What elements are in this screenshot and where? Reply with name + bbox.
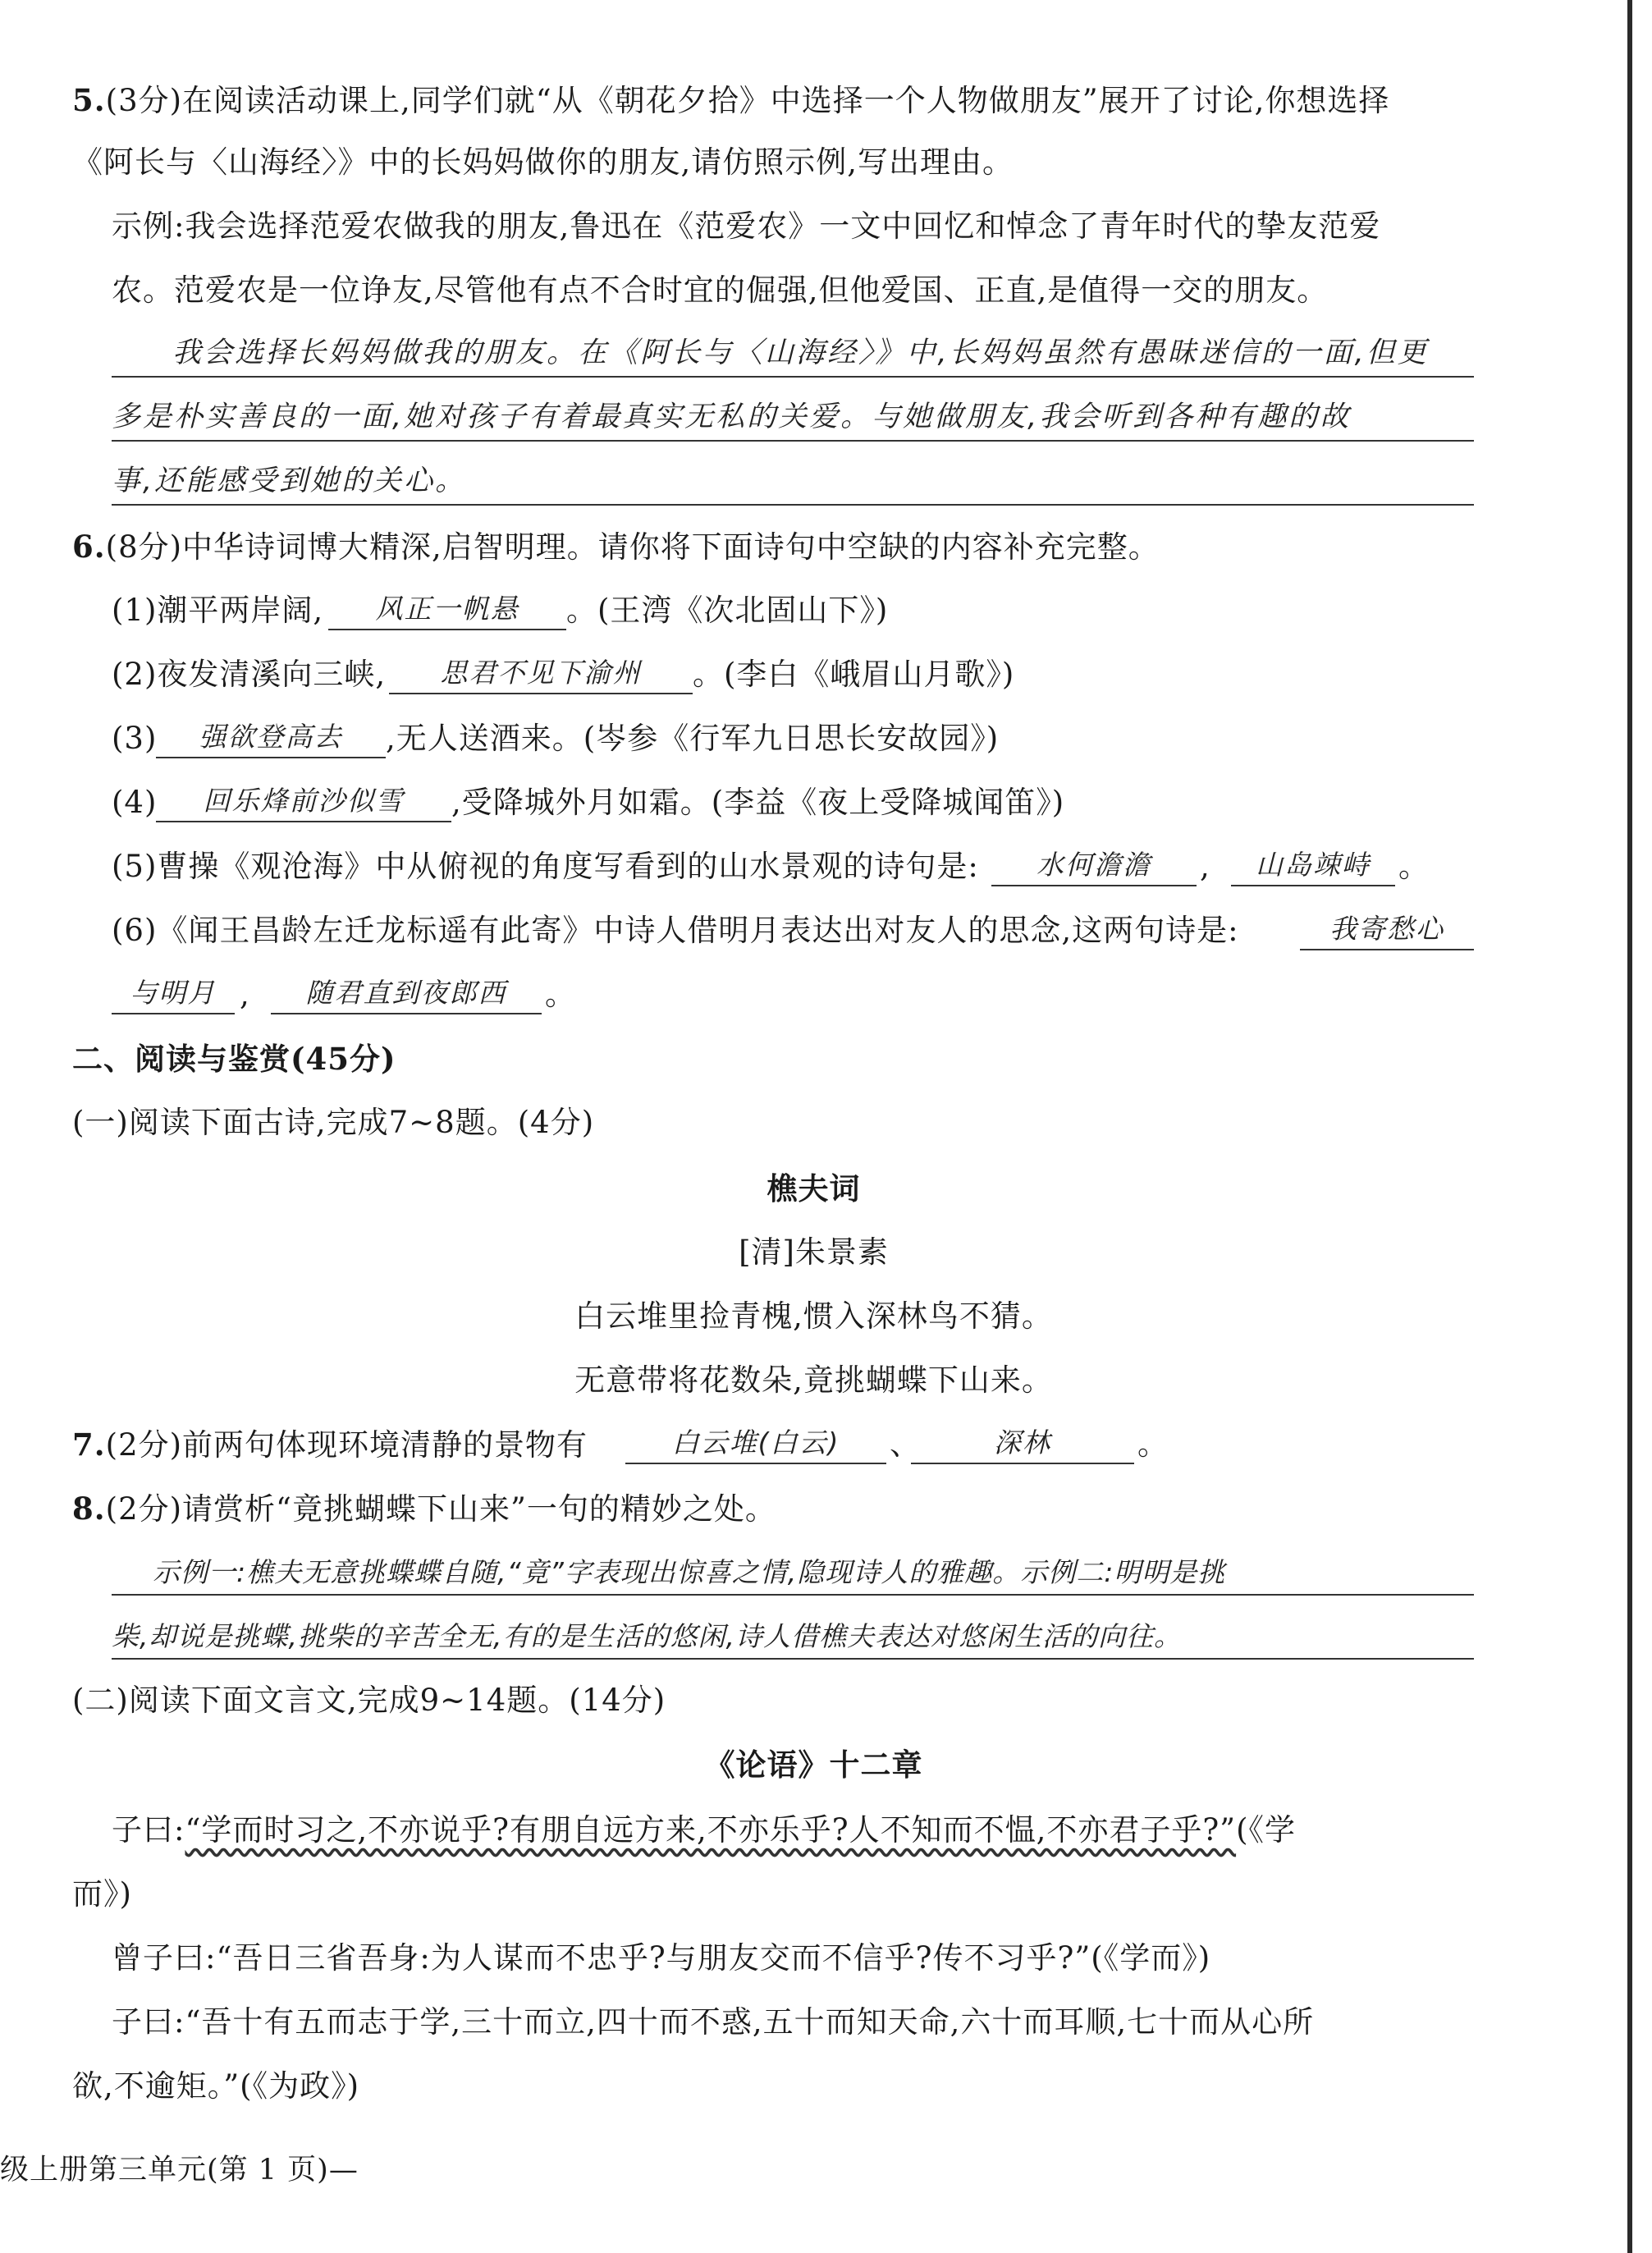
q6-item2-suffix: 。(李白《峨眉山月歌》) [693,657,1015,692]
poem-line1: 白云堆里捡青槐,惯入深林鸟不猜。 [574,1298,1053,1334]
para1-quote: “学而时习之,不亦说乎?有朋自远方来,不亦乐乎?人不知而不愠,不亦君子乎?” [185,1812,1237,1848]
q6-item2-prefix: (2)夜发清溪向三峡, [112,657,387,692]
page-footer: 级上册第三单元(第 1 页)— [0,2154,359,2187]
q8-answer-rule1 [112,1594,1474,1596]
q5-answer-rule1 [112,376,1474,378]
q5-stem-text: (3分)在阅读活动课上,同学们就“从《朝花夕拾》中选择一个人物做朋友”展开了讨论,你想选择 [105,83,1390,118]
q6-item6-suffix: 。 [545,977,576,1012]
analects-para1-line2: 而》) [72,1876,132,1912]
q6-item5-prefix: (5)曹操《观沧海》中从俯视的角度写看到的山水景观的诗句是: [112,849,979,884]
q6-item1-suffix: 。(王湾《次北固山下》) [566,593,889,628]
q6-item5-answer1: 水何澹澹 [991,847,1197,886]
q6-stem [72,527,1160,567]
q5-example-line1: 示例:我会选择范爱农做我的朋友,鲁迅在《范爱农》一文中回忆和悼念了青年时代的挚友范爱 [112,208,1381,244]
q6-item6-answer2: 随君直到夜郎西 [271,975,542,1014]
analects-para1-line1 [112,1811,1296,1850]
q6-item5-suffix: 。 [1398,849,1430,884]
q7-stem [72,1425,588,1465]
para1-source: (《学 [1236,1812,1297,1848]
q6-item5-answer2: 山岛竦峙 [1231,847,1395,886]
q6-item4-suffix: ,受降城外月如霜。(李益《夜上受降城闻笛》) [451,785,1065,820]
q7-separator: 、 [890,1426,921,1462]
q8-stem-text: (2分)请赏析“竟挑蝴蝶下山来”一句的精妙之处。 [105,1491,776,1527]
q6-item6-prefix: (6)《闻王昌龄左迁龙标遥有此寄》中诗人借明月表达出对友人的思念,这两句诗是: [112,913,1239,948]
section2-title: 二、阅读与鉴赏(45分) [72,1041,396,1077]
q6-number: 6. [72,529,106,565]
q6-item4-prefix: (4) [112,785,158,820]
para1-lead: 子曰: [112,1812,185,1848]
q5-number: 5. [72,82,106,118]
q6-item5-separator: , [1200,849,1210,884]
q6-item6-separator: , [240,977,250,1012]
q5-answer-rule2 [112,440,1474,442]
analects-para3-line2: 欲,不逾矩。”(《为政》) [72,2068,360,2104]
part2-title: 《论语》十二章 [704,1747,923,1783]
q5-answer-line1: 我会选择长妈妈做我的朋友。在《阿长与〈山海经〉》中,长妈妈虽然有愚昧迷信的一面,但更 [172,337,1429,369]
poem-line2: 无意带将花数朵,竟挑蝴蝶下山来。 [574,1362,1053,1398]
q6-item1-answer: 风正一帆悬 [328,591,566,630]
q6-item3-suffix: ,无人送酒来。(岑参《行军九日思长安故园》) [386,721,1000,756]
analects-para2: 曾子曰:“吾日三省吾身:为人谋而不忠乎?与朋友交而不信乎?传不习乎?”(《学而》) [112,1940,1211,1976]
poem-author: [清]朱景素 [739,1234,889,1270]
q8-stem [72,1489,776,1529]
part2-intro: (二)阅读下面文言文,完成9~14题。(14分) [72,1683,666,1718]
q6-item6-answer1-part1: 我寄愁心 [1300,911,1474,950]
part1-intro: (一)阅读下面古诗,完成7~8题。(4分) [72,1105,595,1140]
q5-answer-line3: 事,还能感受到她的关心。 [112,465,467,497]
q6-item4-answer: 回乐烽前沙似雪 [156,783,451,822]
q5-example-line2: 农。范爱农是一位诤友,尽管他有点不合时宜的倔强,但他爱国、正直,是值得一交的朋友。 [112,272,1329,308]
q5-answer-rule3 [112,504,1474,506]
poem-title: 樵夫词 [767,1170,861,1207]
q6-item3-prefix: (3) [112,721,158,756]
q6-item1-prefix: (1)潮平两岸阔, [112,593,324,628]
q7-suffix: 。 [1137,1426,1169,1462]
q8-answer-line1: 示例一:樵夫无意挑蝶蝶自随,“竟”字表现出惊喜之情,隐现诗人的雅趣。示例二:明明是挑 [153,1556,1226,1588]
q5-stem-line1 [72,80,1389,121]
q8-answer-rule2 [112,1658,1474,1660]
q8-number: 8. [72,1491,106,1527]
q5-answer-line2: 多是朴实善良的一面,她对孩子有着最真实无私的关爱。与她做朋友,我会听到各种有趣的故 [112,401,1352,433]
q6-item2-answer: 思君不见下渝州 [389,655,693,694]
q5-stem-line2: 《阿长与〈山海经〉》中的长妈妈做你的朋友,请仿照示例,写出理由。 [72,144,1014,180]
q6-stem-text: (8分)中华诗词博大精深,启智明理。请你将下面诗句中空缺的内容补充完整。 [105,529,1160,565]
q8-answer-line2: 柴,却说是挑蝶,挑柴的辛苦全无,有的是生活的悠闲,诗人借樵夫表达对悠闲生活的向往。 [112,1620,1182,1652]
q7-stem-text: (2分)前两句体现环境清静的景物有 [105,1427,588,1463]
q7-number: 7. [72,1426,106,1463]
q6-item6-answer1-part2: 与明月 [112,975,235,1014]
q7-answer2: 深林 [911,1425,1134,1464]
analects-para3-line1: 子曰:“吾十有五而志于学,三十而立,四十而不惑,五十而知天命,六十而耳顺,七十而从心所 [112,2004,1315,2040]
q6-item3-answer: 强欲登高去 [156,719,386,758]
q7-answer1: 白云堆(白云) [625,1425,886,1464]
page-edge-shadow [1627,0,1632,2253]
